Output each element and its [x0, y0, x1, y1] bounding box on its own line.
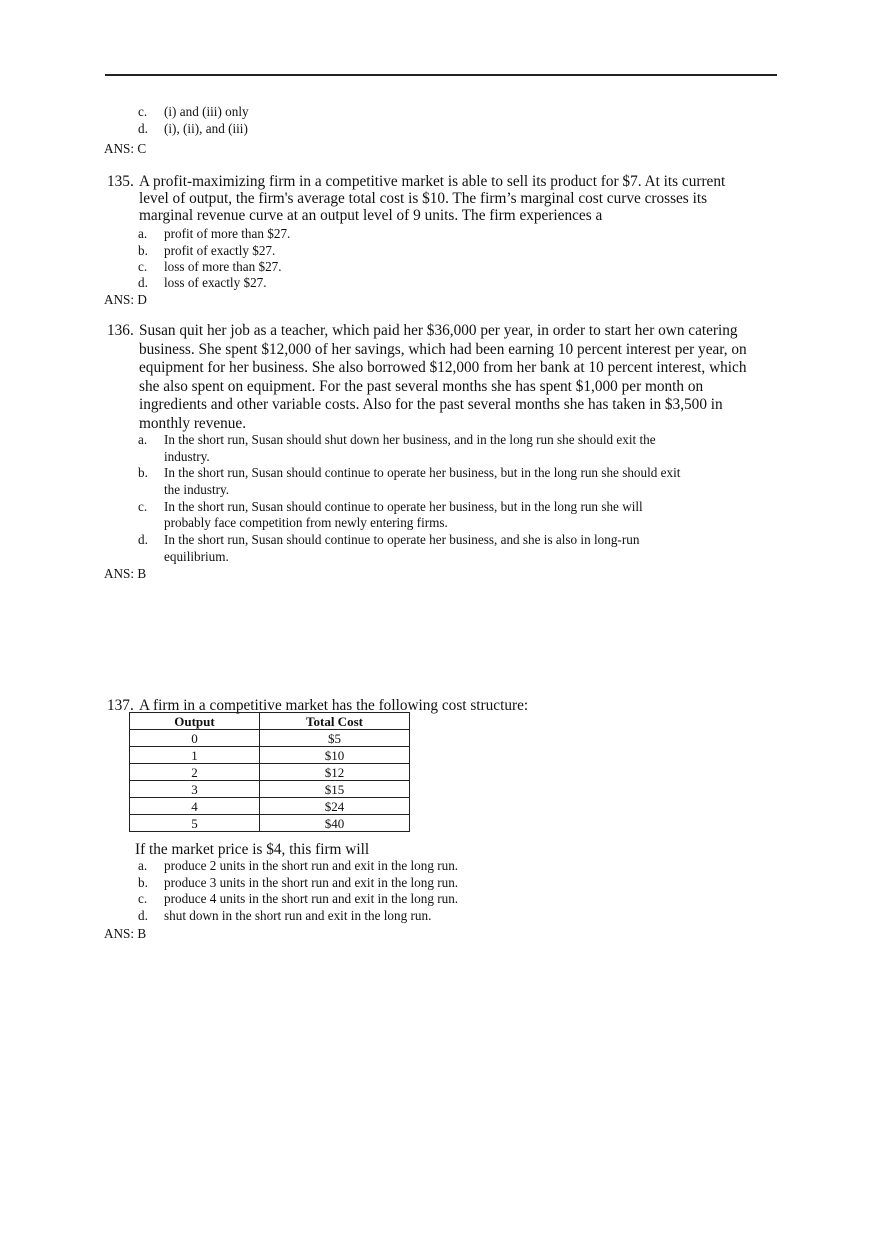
table-row [130, 764, 410, 781]
table-row [130, 815, 410, 832]
option-text: produce 4 units in the short run and exit in the long run. [164, 891, 459, 906]
option-label: b. [138, 243, 148, 258]
option-text: produce 2 units in the short run and exit in the long run. [164, 858, 459, 873]
option-label: a. [138, 432, 148, 447]
option-label: d. [138, 275, 148, 290]
option-label: c. [138, 104, 148, 119]
output-cell: 1 [130, 747, 260, 764]
option-text: loss of more than $27. [164, 259, 282, 274]
column-header: Total Cost [260, 713, 410, 730]
question-text: marginal revenue curve at an output level of 9 units. The firm experiences a [139, 207, 603, 224]
column-header: Output [130, 713, 260, 730]
option-label: c. [138, 259, 148, 274]
question-number: 135. [107, 173, 134, 190]
option-label: c. [138, 891, 148, 906]
question-text: monthly revenue. [139, 415, 247, 432]
total-cost-cell: $12 [260, 764, 410, 781]
option-text: profit of more than $27. [164, 226, 291, 241]
option-text: (i) and (iii) only [164, 104, 249, 119]
output-cell: 5 [130, 815, 260, 832]
total-cost-cell: $15 [260, 781, 410, 798]
total-cost-cell: $24 [260, 798, 410, 815]
question-text: she also spent on equipment. For the past several months she has spent $1,000 per month on [139, 378, 704, 395]
table-row [130, 747, 410, 764]
option-text: the industry. [164, 482, 230, 497]
question-number: 136. [107, 322, 134, 339]
output-cell: 2 [130, 764, 260, 781]
total-cost-cell: $5 [260, 730, 410, 747]
option-label: b. [138, 465, 148, 480]
question-text: ingredients and other variable costs. Also for the past several months she has taken in $3,500 in [139, 396, 723, 413]
output-cell: 4 [130, 798, 260, 815]
option-text: In the short run, Susan should shut down her business, and in the long run she should exit the [164, 432, 656, 447]
answer: ANS: D [104, 292, 147, 307]
question-text: business. She spent $12,000 of her savings, which had been earning 10 percent interest per year, on [139, 341, 747, 358]
option-text: loss of exactly $27. [164, 275, 267, 290]
option-text: probably face competition from newly entering firms. [164, 515, 448, 530]
option-label: b. [138, 875, 148, 890]
option-text: In the short run, Susan should continue to operate her business, but in the long run she should exit [164, 465, 681, 480]
option-text: (i), (ii), and (iii) [164, 121, 248, 136]
question-text: equipment for her business. She also borrowed $12,000 from her bank at 10 percent interest, which [139, 359, 747, 376]
answer: ANS: B [104, 566, 147, 581]
option-text: shut down in the short run and exit in the long run. [164, 908, 432, 923]
option-label: c. [138, 499, 148, 514]
question-text: Susan quit her job as a teacher, which paid her $36,000 per year, in order to start her own catering [139, 322, 738, 339]
table-row [130, 781, 410, 798]
option-text: produce 3 units in the short run and exit in the long run. [164, 875, 459, 890]
answer: ANS: B [104, 926, 147, 941]
header-rule [105, 74, 777, 76]
table-header-row [130, 713, 410, 730]
output-cell: 3 [130, 781, 260, 798]
output-cell: 0 [130, 730, 260, 747]
option-label: d. [138, 908, 148, 923]
question-text: A firm in a competitive market has the following cost structure: [139, 697, 529, 714]
option-text: industry. [164, 449, 210, 464]
table-row [130, 798, 410, 815]
question-prompt: If the market price is $4, this firm will [135, 841, 370, 858]
total-cost-cell: $40 [260, 815, 410, 832]
question-text: level of output, the firm's average total cost is $10. The firm’s marginal cost curve crosses its [139, 190, 708, 207]
option-label: d. [138, 532, 148, 547]
table-row [130, 730, 410, 747]
option-text: In the short run, Susan should continue to operate her business, and she is also in long-run [164, 532, 640, 547]
option-label: a. [138, 858, 148, 873]
total-cost-cell: $10 [260, 747, 410, 764]
option-text: In the short run, Susan should continue to operate her business, but in the long run she will [164, 499, 643, 514]
question-text: A profit-maximizing firm in a competitive market is able to sell its product for $7. At its current [139, 173, 726, 190]
question-number: 137. [107, 697, 134, 714]
option-label: a. [138, 226, 148, 241]
option-label: d. [138, 121, 148, 136]
answer: ANS: C [104, 141, 147, 156]
cost-table [129, 712, 410, 832]
option-text: equilibrium. [164, 549, 229, 564]
option-text: profit of exactly $27. [164, 243, 276, 258]
